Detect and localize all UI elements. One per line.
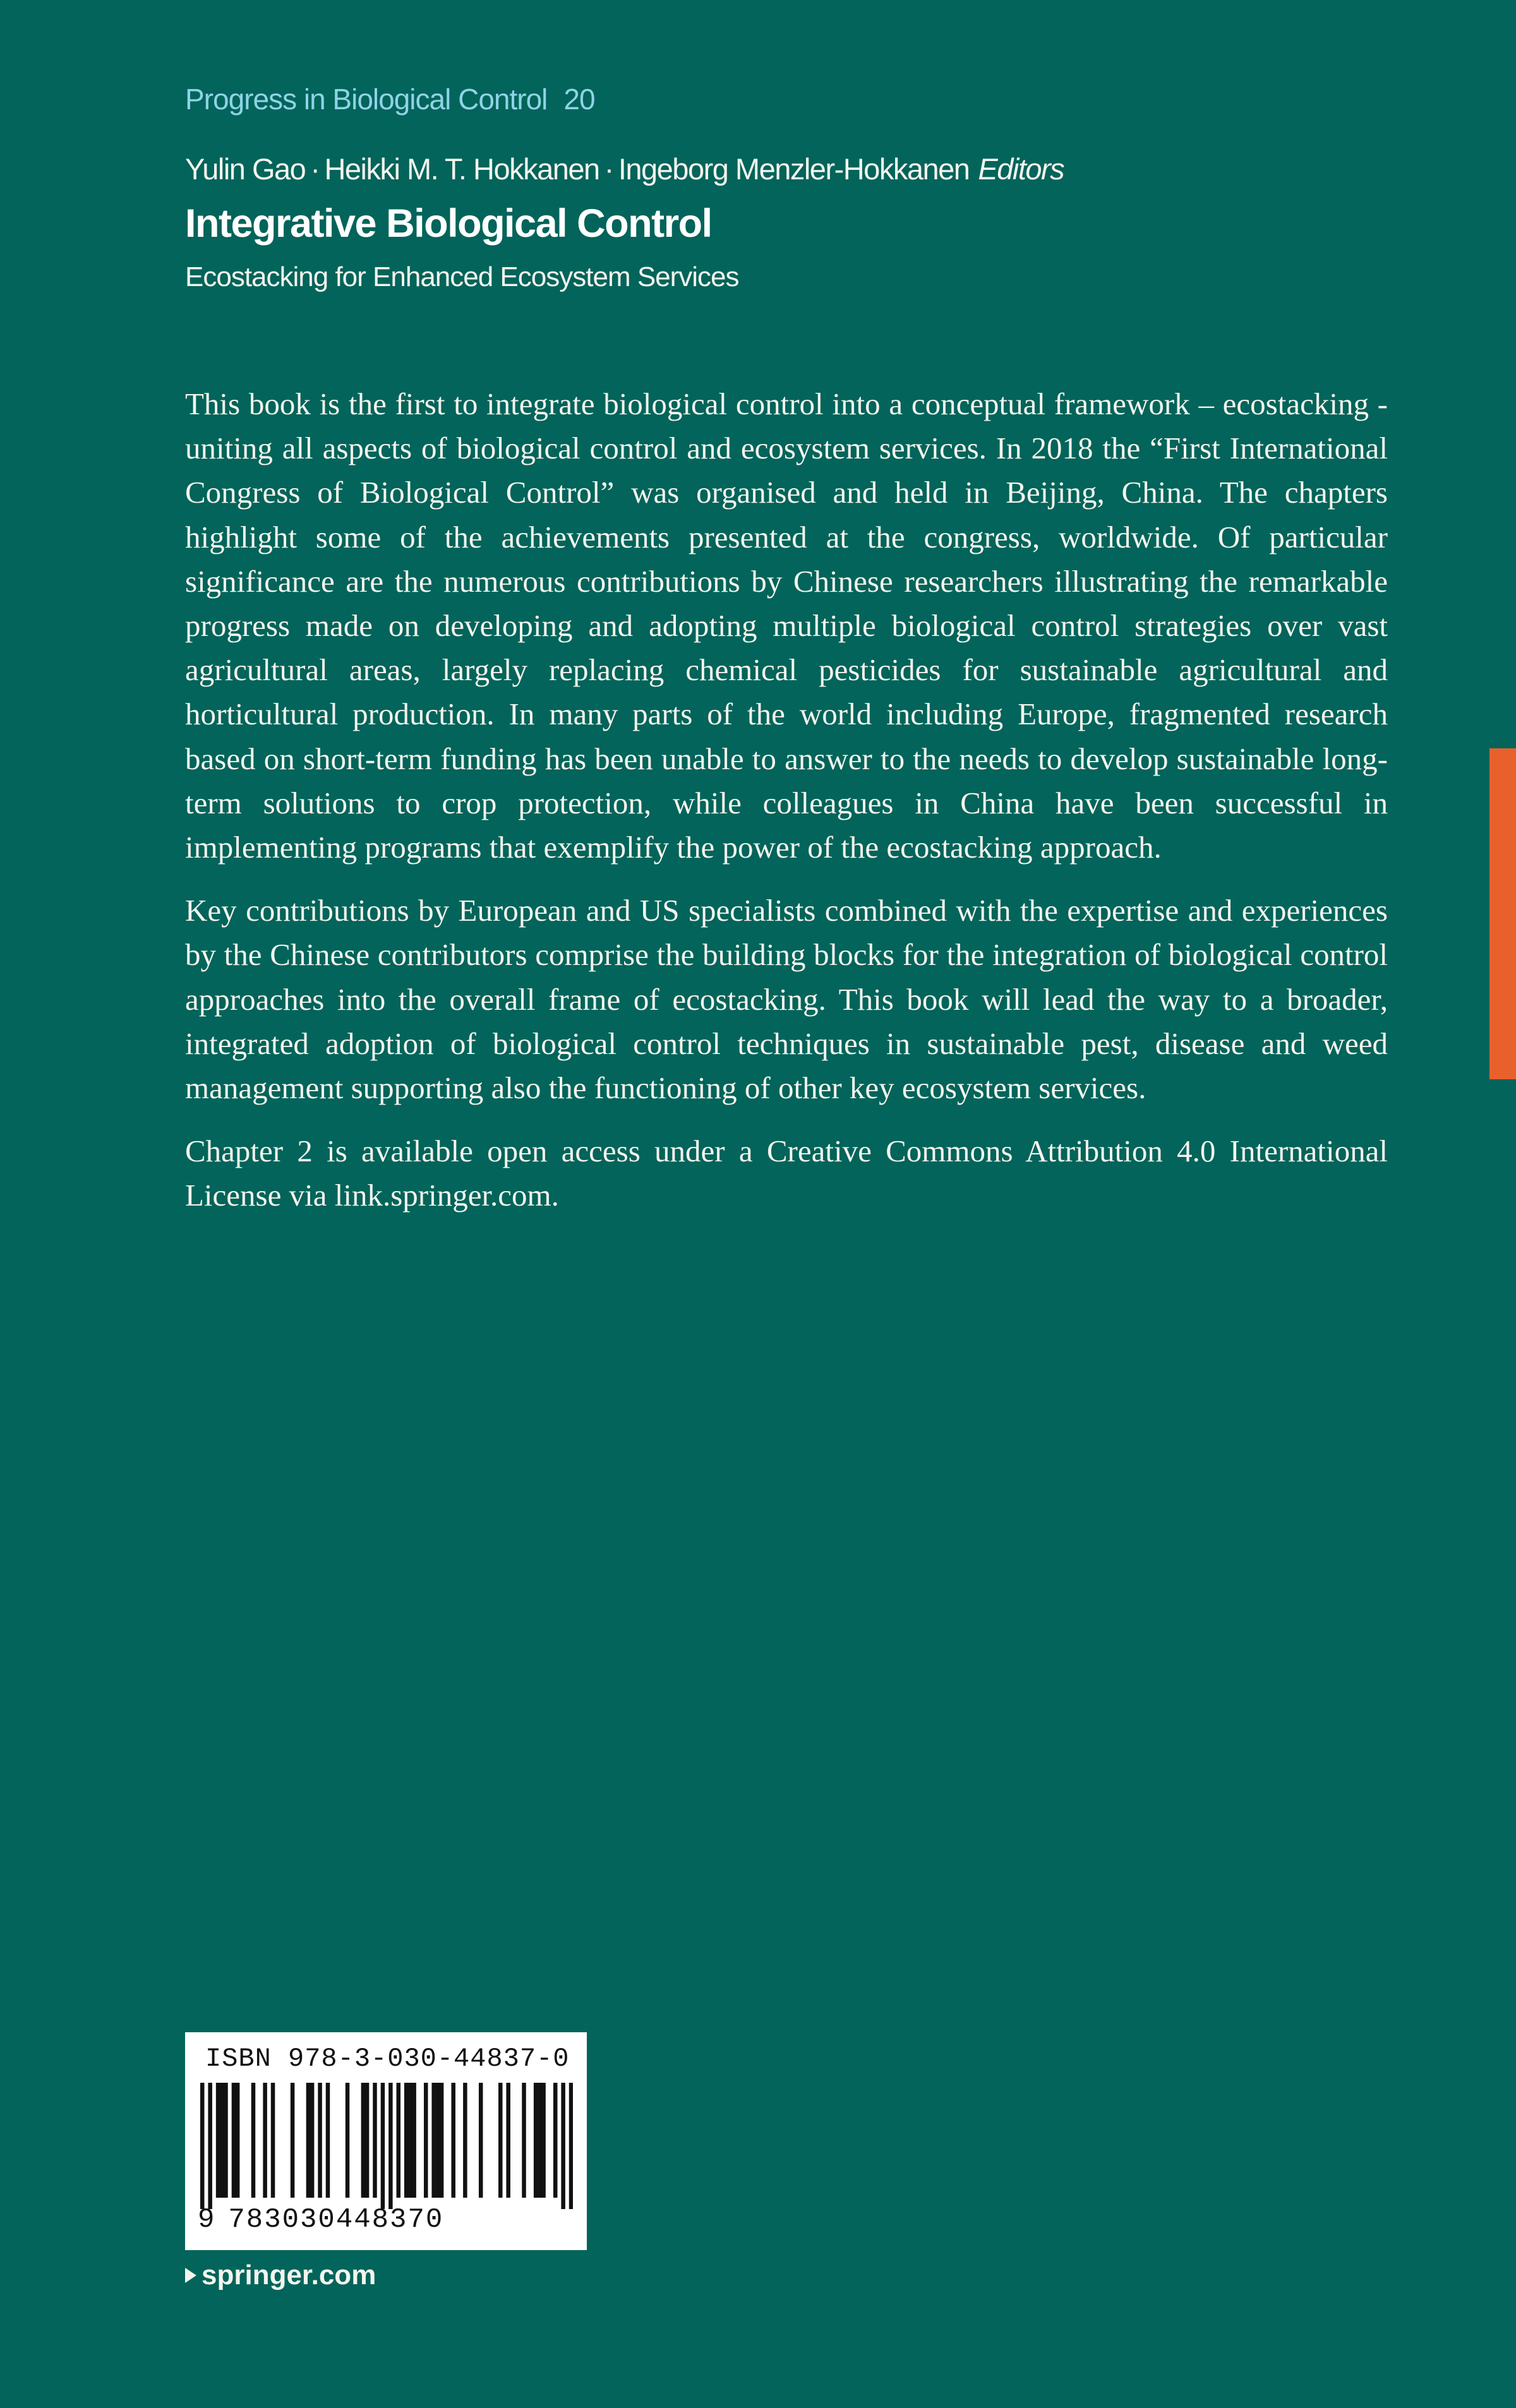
barcode-bar (506, 2083, 510, 2198)
barcode-digits (198, 2204, 443, 2236)
barcode-bar (232, 2083, 236, 2198)
barcode-bar (431, 2083, 436, 2198)
barcode-digit-group: 783030448370 (228, 2204, 444, 2236)
barcode-bar (318, 2083, 322, 2198)
series-name: Progress in Biological Control (185, 83, 548, 116)
publisher-link-text: springer.com (202, 2260, 376, 2291)
barcode-bar (373, 2083, 377, 2198)
barcode-bar (388, 2083, 393, 2209)
barcode-bar (263, 2083, 267, 2198)
editor-separator: · (604, 152, 613, 186)
barcode-bar (251, 2083, 256, 2198)
editors-role: Editors (978, 152, 1064, 186)
series-number: 20 (563, 83, 595, 116)
barcode-bar (216, 2083, 220, 2198)
blurb-paragraph: Chapter 2 is available open access under a Creative Commons Attribution 4.0 International License via link.springer.com. (185, 1134, 1388, 1213)
editor-separator: · (310, 152, 320, 186)
blurb-paragraph: This book is the first to integrate biological control into a conceptual framework – ecostacking - uniting all aspects of biological control and ecosystem services. In 2018 the “First International Congress of Biological Control” was organised and held in Beijing, China. The chapters highlight some of the achievements presented at the congress, worldwide. Of particular significance are the numerous contributions by Chinese researchers illustrating the remarkable progress made on developing and adopting multiple biological control strategies over vast agricultural areas, largely replacing chemical pesticides for sustainable agricultural and horticultural production. In many parts of the world including Europe, fragmented research based on short-term funding has been unable to answer to the needs to develop sustainable long-term solutions to crop protection, while colleagues in China have been successful in implementing programs that exemplify the power of the ecostacking approach. (185, 386, 1388, 865)
barcode-bar (541, 2083, 546, 2198)
barcode-bar (236, 2083, 240, 2198)
barcode-bar (522, 2083, 526, 2198)
barcode-bar (271, 2083, 275, 2198)
barcode-bar (326, 2083, 330, 2198)
barcode-bar (498, 2083, 503, 2198)
barcode-bar (224, 2083, 228, 2198)
barcode-bar (569, 2083, 573, 2209)
spine-color-tab (1489, 748, 1516, 1079)
barcode-image (200, 2083, 573, 2209)
arrow-right-icon (185, 2268, 196, 2283)
barcode-bar (220, 2083, 224, 2198)
editor-name: Heikki M. T. Hokkanen (324, 152, 599, 186)
isbn-barcode-box (185, 2032, 587, 2250)
barcode-bar (365, 2083, 370, 2198)
barcode-bar (424, 2083, 428, 2198)
barcode-bar (381, 2083, 385, 2209)
editor-name: Yulin Gao (185, 152, 306, 186)
blurb (185, 382, 1388, 1237)
barcode-bar (408, 2083, 412, 2198)
barcode-bar (306, 2083, 311, 2198)
barcode-bar (534, 2083, 538, 2198)
barcode-bar (561, 2083, 565, 2209)
blurb-paragraph: Key contributions by European and US specialists combined with the expertise and experiences by the Chinese contributors comprise the building blocks for the integration of biological control approaches into the overall frame of ecostacking. This book will lead the way to a broader, integrated adoption of biological control techniques in sustainable pest, disease and weed management supporting also the functioning of other key ecosystem services. (185, 893, 1388, 1106)
barcode-bar (412, 2083, 416, 2198)
barcode-bar (479, 2083, 483, 2198)
isbn-label: ISBN 978-3-030-44837-0 (205, 2044, 570, 2074)
barcode-bar (440, 2083, 444, 2198)
barcode-bar (346, 2083, 350, 2198)
barcode-bar (310, 2083, 315, 2198)
barcode-bar (436, 2083, 440, 2198)
barcode-bar (404, 2083, 409, 2198)
barcode-bar (553, 2083, 558, 2198)
publisher-link[interactable] (185, 2260, 376, 2291)
barcode-bar (291, 2083, 295, 2198)
barcode-bar (538, 2083, 542, 2198)
book-subtitle: Ecostacking for Enhanced Ecosystem Services (185, 261, 739, 292)
barcode-bar (397, 2083, 401, 2198)
barcode-bar (208, 2083, 212, 2209)
book-title: Integrative Biological Control (185, 201, 712, 246)
editors-line (185, 152, 1064, 186)
editor-name: Ingeborg Menzler-Hokkanen (618, 152, 970, 186)
barcode-bar (361, 2083, 366, 2198)
barcode-bar (451, 2083, 455, 2198)
series-line (185, 82, 595, 116)
barcode-bar (200, 2083, 205, 2209)
barcode-bar (463, 2083, 467, 2198)
barcode-first-digit: 9 (198, 2204, 215, 2236)
